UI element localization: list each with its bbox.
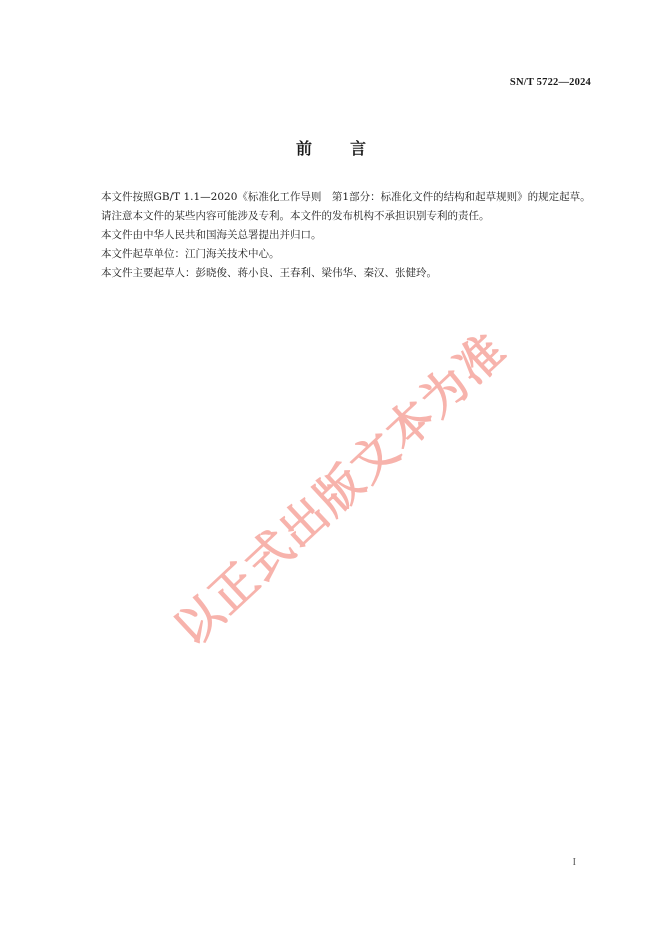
page-title-char-1: 前 xyxy=(295,139,312,158)
paragraph-drafters: 本文件主要起草人：彭晓俊、蒋小良、王春利、梁伟华、秦汉、张健玲。 xyxy=(101,267,437,279)
paragraph-patent-notice: 请注意本文件的某些内容可能涉及专利。本文件的发布机构不承担识别专利的责任。 xyxy=(101,210,490,222)
page-number: I xyxy=(572,857,576,868)
page-title-char-2: 言 xyxy=(350,139,367,158)
foreword-body xyxy=(80,188,592,283)
paragraph-drafting-unit: 本文件起草单位：江门海关技术中心。 xyxy=(101,248,280,260)
paragraph-proposer: 本文件由中华人民共和国海关总署提出并归口。 xyxy=(101,229,322,241)
standard-code: SN/T 5722—2024 xyxy=(509,77,591,88)
page-title xyxy=(0,136,662,159)
watermark-text: 以正式出版文本为准 xyxy=(163,322,517,657)
paragraph-drafting-rules: 本文件按照GB/T 1.1—2020《标准化工作导则 第1部分：标准化文件的结构和起草规则》的规定起草。 xyxy=(101,191,591,203)
